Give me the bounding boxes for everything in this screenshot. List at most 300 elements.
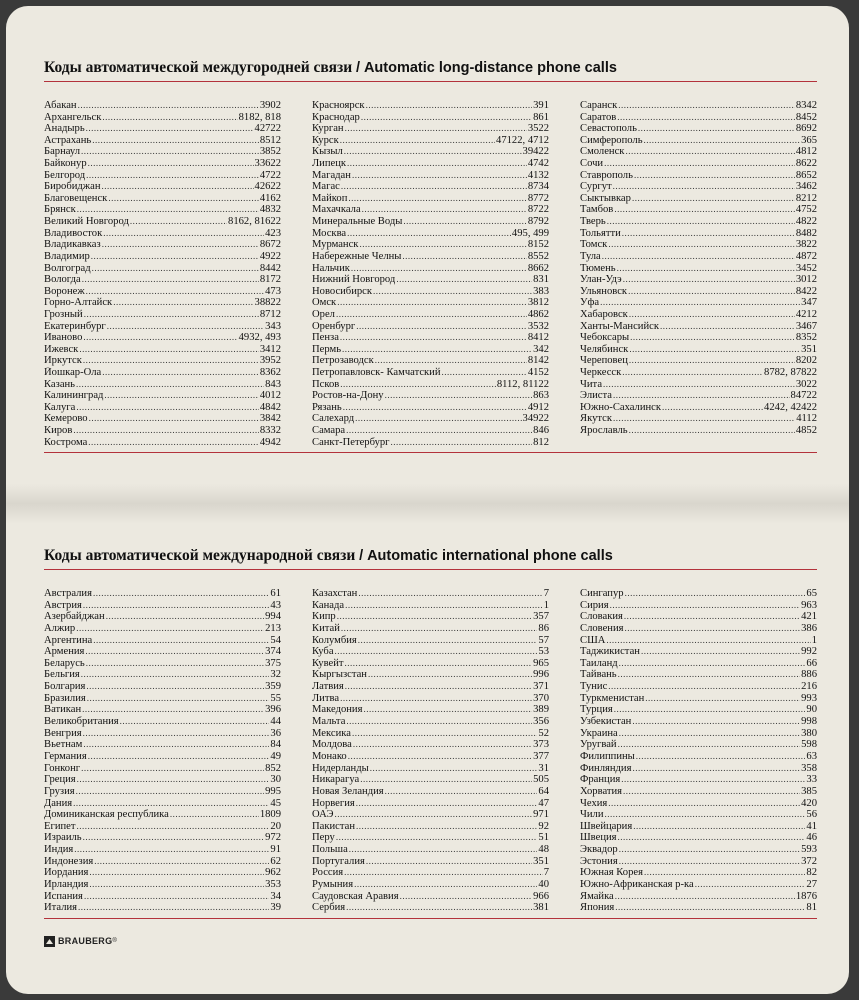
list-item xyxy=(580,739,817,751)
dot-leader xyxy=(660,321,795,333)
dot-leader xyxy=(336,832,538,844)
list-item xyxy=(44,728,281,740)
dial-code: 351 xyxy=(801,343,817,355)
list-item xyxy=(312,809,549,821)
place-name: Благовещенск xyxy=(44,192,108,204)
dial-code: 62 xyxy=(270,855,281,867)
page-fold xyxy=(6,484,849,524)
place-name: Тюмень xyxy=(580,262,616,274)
dot-leader xyxy=(336,309,527,321)
dot-leader xyxy=(78,902,269,914)
place-name: Кызыл xyxy=(312,146,343,158)
brand-mark-icon xyxy=(44,936,55,947)
list-item xyxy=(44,193,281,205)
dot-leader xyxy=(89,413,259,425)
list-item xyxy=(44,170,281,182)
dot-leader xyxy=(92,135,259,147)
dial-code: 4812 xyxy=(795,146,817,158)
place-name: Калуга xyxy=(44,401,76,413)
dot-leader xyxy=(618,100,795,112)
dot-leader xyxy=(87,693,270,705)
place-name: Чебоксары xyxy=(580,332,630,344)
dot-leader xyxy=(629,309,795,321)
list-item xyxy=(312,658,549,670)
list-item xyxy=(580,355,817,367)
place-name: Уфа xyxy=(580,297,600,309)
dot-leader xyxy=(645,693,800,705)
dot-leader xyxy=(347,158,527,170)
place-name: Смоленск xyxy=(580,146,625,158)
list-item xyxy=(580,716,817,728)
place-name: Болгария xyxy=(44,681,86,693)
dot-leader xyxy=(106,611,264,623)
place-name: Брянск xyxy=(44,204,76,216)
list-item xyxy=(580,239,817,251)
place-name: Байконур xyxy=(44,158,87,170)
dial-code: 20 xyxy=(270,820,281,832)
brand-name: BRAUBERG xyxy=(58,936,113,946)
dot-leader xyxy=(662,402,763,414)
list-item xyxy=(580,669,817,681)
place-name: Мальта xyxy=(312,716,346,728)
dot-leader xyxy=(86,681,264,693)
list-item xyxy=(312,751,549,763)
dot-leader xyxy=(86,170,259,182)
dot-leader xyxy=(83,739,269,751)
place-name: Симферополь xyxy=(580,134,643,146)
place-name: Тольятти xyxy=(580,227,621,239)
list-item xyxy=(580,704,817,716)
dial-code: 593 xyxy=(801,844,817,856)
list-item xyxy=(312,274,549,286)
dot-leader xyxy=(617,112,795,124)
dial-code: 4242, 42422 xyxy=(764,401,817,413)
place-name: Улан-Удэ xyxy=(580,274,622,286)
dot-leader xyxy=(373,286,532,298)
dot-leader xyxy=(625,146,794,158)
place-name: Ярославль xyxy=(580,425,628,437)
place-name: Киров xyxy=(44,425,73,437)
dot-leader xyxy=(74,844,269,856)
list-item xyxy=(44,123,281,135)
place-name: Архангельск xyxy=(44,111,102,123)
dial-code: 65 xyxy=(806,588,817,599)
brand-registered: ® xyxy=(112,938,118,944)
place-name: Казахстан xyxy=(312,588,358,599)
section-title-en: Automatic long-distance phone calls xyxy=(363,60,617,76)
dial-code: 49 xyxy=(270,750,281,762)
dot-leader xyxy=(356,798,538,810)
list-item xyxy=(580,763,817,775)
list-item xyxy=(580,344,817,356)
dial-code: 4862 xyxy=(527,308,549,320)
list-item xyxy=(580,728,817,740)
place-name: Алжир xyxy=(44,622,76,634)
place-name: Канада xyxy=(312,599,345,611)
place-name: Ирландия xyxy=(44,879,89,891)
dial-code: 8552 xyxy=(527,250,549,262)
list-item xyxy=(312,332,549,344)
dial-code: 383 xyxy=(533,285,549,297)
list-item xyxy=(580,844,817,856)
section-title-ru: Коды автоматической международной связи xyxy=(44,547,356,564)
dot-leader xyxy=(93,635,269,647)
place-name: Кипр xyxy=(312,611,336,623)
list-item xyxy=(580,809,817,821)
place-name: Белгород xyxy=(44,169,86,181)
list-item xyxy=(44,181,281,193)
list-item xyxy=(44,751,281,763)
list-item xyxy=(312,635,549,647)
dial-code: 48 xyxy=(538,844,549,856)
list-item xyxy=(44,704,281,716)
dot-leader xyxy=(624,611,800,623)
list-item xyxy=(580,193,817,205)
place-name: Липецк xyxy=(312,158,347,170)
place-name: Ханты-Мансийск xyxy=(580,320,659,332)
place-name: Барнаул xyxy=(44,146,81,158)
dot-leader xyxy=(102,239,259,251)
list-item xyxy=(44,739,281,751)
place-name: Сирия xyxy=(580,599,609,611)
list-item xyxy=(312,611,549,623)
place-name: Индонезия xyxy=(44,855,94,867)
list-item xyxy=(312,669,549,681)
international-section xyxy=(44,546,817,919)
dot-leader xyxy=(641,646,800,658)
list-item xyxy=(580,402,817,414)
title-rule xyxy=(44,81,817,82)
dot-leader xyxy=(614,204,795,216)
dot-leader xyxy=(340,135,495,147)
dot-leader xyxy=(356,821,537,833)
place-name: Индия xyxy=(44,844,74,856)
dot-leader xyxy=(337,297,527,309)
dial-code: 3452 xyxy=(795,262,817,274)
place-name: Элиста xyxy=(580,390,612,402)
dial-code: 43 xyxy=(270,599,281,611)
title-rule xyxy=(44,569,817,570)
dial-code: 3467 xyxy=(795,320,817,332)
place-name: Саранск xyxy=(580,100,618,111)
dial-code: 846 xyxy=(533,425,549,437)
section-title xyxy=(44,546,817,566)
place-name: Ставрополь xyxy=(580,169,633,181)
dot-leader xyxy=(73,425,258,437)
list-item xyxy=(44,646,281,658)
code-column xyxy=(312,100,549,448)
place-name: Тунис xyxy=(580,681,608,693)
place-name: Никарагуа xyxy=(312,774,360,786)
list-item xyxy=(44,774,281,786)
place-name: Ямайка xyxy=(580,890,614,902)
place-name: Воронеж xyxy=(44,285,85,297)
list-item xyxy=(44,856,281,868)
dial-code: 8512 xyxy=(259,134,281,146)
list-item xyxy=(312,158,549,170)
list-item xyxy=(44,879,281,891)
list-item xyxy=(312,402,549,414)
list-item xyxy=(312,204,549,216)
place-name: Новая Зеландия xyxy=(312,785,384,797)
list-item xyxy=(312,228,549,240)
dot-leader xyxy=(83,355,259,367)
dial-code: 4852 xyxy=(795,425,817,437)
dial-code: 4212 xyxy=(795,308,817,320)
dot-leader xyxy=(610,600,801,612)
list-item xyxy=(580,263,817,275)
dot-leader xyxy=(352,170,527,182)
list-item xyxy=(44,588,281,600)
list-item xyxy=(44,158,281,170)
place-name: Германия xyxy=(44,750,87,762)
dot-leader xyxy=(618,739,801,751)
place-name: Бельгия xyxy=(44,669,80,681)
dot-leader xyxy=(94,856,269,868)
place-name: Беларусь xyxy=(44,657,85,669)
dial-code: 998 xyxy=(801,716,817,728)
dot-leader xyxy=(130,216,227,228)
place-name: Йошкар-Ола xyxy=(44,367,102,379)
list-item xyxy=(312,856,549,868)
dot-leader xyxy=(83,332,237,344)
place-name: ОАЭ xyxy=(312,809,334,821)
dot-leader xyxy=(629,355,795,367)
list-item xyxy=(580,332,817,344)
list-item xyxy=(580,228,817,240)
dial-code: 995 xyxy=(265,785,281,797)
dot-leader xyxy=(88,158,254,170)
place-name: Аргентина xyxy=(44,634,93,646)
place-name: Южно-Сахалинск xyxy=(580,401,662,413)
dot-leader xyxy=(361,112,532,124)
dot-leader xyxy=(613,181,795,193)
list-item xyxy=(312,112,549,124)
brand-logo xyxy=(44,934,117,948)
dial-code: 8342 xyxy=(795,100,817,111)
place-name: Туркменистан xyxy=(580,692,645,704)
dot-leader xyxy=(630,332,795,344)
dial-code: 36 xyxy=(270,727,281,739)
dial-code: 3842 xyxy=(259,413,281,425)
place-name: Магадан xyxy=(312,169,351,181)
dot-leader xyxy=(82,274,259,286)
dot-leader xyxy=(348,751,532,763)
dial-code: 8182, 818 xyxy=(238,111,281,123)
dial-code: 3952 xyxy=(259,355,281,367)
dot-leader xyxy=(103,228,264,240)
code-column xyxy=(44,100,281,448)
list-item xyxy=(312,774,549,786)
list-item xyxy=(580,902,817,914)
place-name: Рязань xyxy=(312,401,342,413)
dot-leader xyxy=(617,263,795,275)
dot-leader xyxy=(366,100,533,112)
dot-leader xyxy=(120,716,270,728)
dial-code: 4752 xyxy=(795,204,817,216)
dial-code: 358 xyxy=(801,762,817,774)
dial-code: 8652 xyxy=(795,169,817,181)
code-columns xyxy=(44,588,817,914)
place-name: Томск xyxy=(580,239,608,251)
place-name: Чехия xyxy=(580,797,608,809)
place-name: Нальчик xyxy=(312,262,350,274)
list-item xyxy=(580,367,817,379)
dot-leader xyxy=(76,402,258,414)
dial-code: 996 xyxy=(533,669,549,681)
dot-leader xyxy=(341,181,527,193)
list-item xyxy=(580,681,817,693)
dot-leader xyxy=(391,437,533,449)
place-name: Испания xyxy=(44,890,83,902)
dial-code: 47 xyxy=(538,797,549,809)
place-name: Китай xyxy=(312,622,340,634)
list-item xyxy=(580,856,817,868)
dial-code: 495, 499 xyxy=(511,227,549,239)
dot-leader xyxy=(625,588,806,600)
dot-leader xyxy=(607,216,795,228)
dial-code: 8662 xyxy=(527,262,549,274)
list-item xyxy=(580,170,817,182)
place-name: Польша xyxy=(312,844,348,856)
dial-code: 33 xyxy=(806,774,817,786)
dial-code: 8792 xyxy=(527,216,549,228)
place-name: Вьетнам xyxy=(44,739,83,751)
dial-code: 965 xyxy=(533,657,549,669)
dial-code: 27 xyxy=(806,879,817,891)
dot-leader xyxy=(85,646,264,658)
place-name: Орел xyxy=(312,308,335,320)
dot-leader xyxy=(619,728,800,740)
dot-leader xyxy=(370,763,538,775)
place-name: Череповец xyxy=(580,355,628,367)
place-name: Пенза xyxy=(312,332,339,344)
place-name: Санкт-Петербург xyxy=(312,436,390,448)
place-name: Биробиджан xyxy=(44,181,101,193)
list-item xyxy=(312,344,549,356)
dial-code: 423 xyxy=(265,227,281,239)
dial-code: 90 xyxy=(806,704,817,716)
place-name: Москва xyxy=(312,227,347,239)
place-name: Екатеринбург xyxy=(44,320,106,332)
dial-code: 886 xyxy=(801,669,817,681)
dial-code: 966 xyxy=(533,890,549,902)
dot-leader xyxy=(86,286,264,298)
place-name: Саратов xyxy=(580,111,617,123)
list-item xyxy=(580,658,817,670)
dial-code: 3812 xyxy=(527,297,549,309)
dial-code: 4742 xyxy=(527,158,549,170)
list-item xyxy=(312,902,549,914)
dial-code: 4942 xyxy=(259,436,281,448)
dial-code: 54 xyxy=(270,634,281,646)
list-item xyxy=(312,413,549,425)
dot-leader xyxy=(88,437,259,449)
dot-leader xyxy=(619,844,800,856)
dot-leader xyxy=(608,798,800,810)
place-name: Петрозаводск xyxy=(312,355,374,367)
list-item xyxy=(44,716,281,728)
dial-code: 82 xyxy=(806,867,817,879)
dot-leader xyxy=(77,821,270,833)
dot-leader xyxy=(402,251,526,263)
list-item xyxy=(44,891,281,903)
dot-leader xyxy=(629,425,795,437)
dial-code: 4722 xyxy=(259,169,281,181)
dial-code: 51 xyxy=(538,832,549,844)
list-item xyxy=(312,309,549,321)
list-item xyxy=(312,763,549,775)
dot-leader xyxy=(342,344,532,356)
list-item xyxy=(580,821,817,833)
dial-code: 61 xyxy=(270,588,281,599)
dot-leader xyxy=(615,891,795,903)
dial-code: 41 xyxy=(806,820,817,832)
code-columns xyxy=(44,100,817,448)
place-name: Вологда xyxy=(44,274,81,286)
dial-code: 47122, 4712 xyxy=(496,134,549,146)
place-name: Краснодар xyxy=(312,111,360,123)
list-item xyxy=(580,600,817,612)
dot-leader xyxy=(636,751,806,763)
list-item xyxy=(580,786,817,798)
dot-leader xyxy=(362,204,527,216)
dot-leader xyxy=(345,600,543,612)
dot-leader xyxy=(93,588,269,600)
place-name: Ростов-на-Дону xyxy=(312,390,384,402)
list-item xyxy=(44,798,281,810)
place-name: Ватикан xyxy=(44,704,82,716)
dial-code: 4912 xyxy=(527,401,549,413)
list-item xyxy=(44,635,281,647)
bottom-rule xyxy=(44,452,817,453)
dot-leader xyxy=(608,681,800,693)
list-item xyxy=(580,379,817,391)
dot-leader xyxy=(344,146,522,158)
dot-leader xyxy=(366,856,532,868)
dial-code: 7 xyxy=(543,588,549,599)
dot-leader xyxy=(83,600,270,612)
dot-leader xyxy=(341,623,538,635)
place-name: Южно-Африканская р-ка xyxy=(580,879,694,891)
dot-leader xyxy=(602,251,795,263)
dot-leader xyxy=(89,879,264,891)
list-item xyxy=(312,379,549,391)
list-item xyxy=(580,297,817,309)
list-item xyxy=(44,344,281,356)
dial-code: 8412 xyxy=(527,332,549,344)
dot-leader xyxy=(102,367,259,379)
list-item xyxy=(312,321,549,333)
place-name: Турция xyxy=(580,704,613,716)
list-item xyxy=(312,193,549,205)
list-item xyxy=(44,437,281,449)
list-item xyxy=(312,867,549,879)
place-name: Перу xyxy=(312,832,335,844)
dial-code: 4162 xyxy=(259,192,281,204)
list-item xyxy=(312,239,549,251)
dial-code: 852 xyxy=(265,762,281,774)
place-name: Тамбов xyxy=(580,204,614,216)
section-title-separator: / xyxy=(356,60,361,76)
dial-code: 3902 xyxy=(259,100,281,111)
place-name: Пакистан xyxy=(312,820,356,832)
list-item xyxy=(580,123,817,135)
list-item xyxy=(312,135,549,147)
list-item xyxy=(580,774,817,786)
place-name: Абакан xyxy=(44,100,77,111)
list-item xyxy=(44,135,281,147)
